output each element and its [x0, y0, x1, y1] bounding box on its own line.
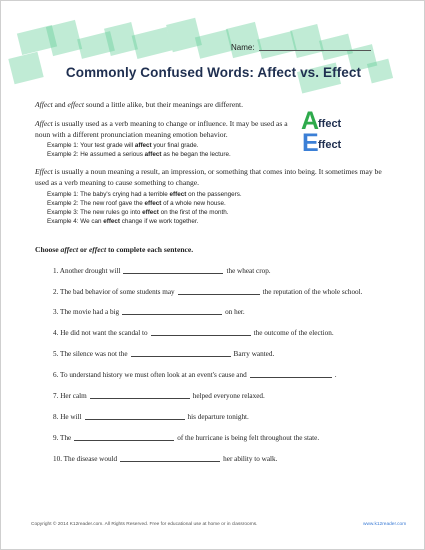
name-line	[259, 50, 371, 51]
example-text: on the passengers.	[186, 191, 242, 198]
question-text: on her.	[225, 308, 245, 316]
example-keyword: effect	[103, 217, 121, 225]
question-4	[53, 329, 334, 337]
example-text: your final grade.	[151, 142, 199, 149]
intro-word-effect: effect	[67, 100, 84, 109]
intro-sentence	[35, 100, 243, 109]
example-line	[47, 218, 242, 227]
question-text: Barry wanted.	[233, 350, 275, 358]
logo-affect-text: ffect	[318, 118, 342, 130]
question-text: her ability to walk.	[223, 455, 278, 463]
answer-blank[interactable]	[90, 397, 190, 399]
instructions-word-effect: effect	[88, 245, 107, 254]
example-text: Example 3: The new rules go into	[47, 208, 143, 216]
question-text: his departure tonight.	[187, 413, 249, 421]
effect-definition	[35, 167, 395, 188]
example-line	[47, 191, 242, 200]
question-8	[53, 413, 249, 421]
affect-effect-logo	[301, 107, 361, 155]
answer-blank[interactable]	[123, 272, 223, 274]
logo-letter-e: E	[302, 129, 319, 157]
question-text: 5. The silence was not the	[53, 350, 128, 358]
example-keyword: affect	[134, 142, 152, 149]
example-line	[47, 151, 231, 160]
example-line	[47, 142, 231, 151]
answer-blank[interactable]	[74, 439, 174, 441]
effect-definition-text: is usually a noun meaning a result, an impression, or something that comes into being. It sometimes may be used as a verb meaning to cause something to change.	[35, 167, 382, 187]
intro-word-affect: Affect	[35, 100, 53, 109]
question-10	[53, 455, 277, 463]
question-text: the wheat crop.	[226, 267, 271, 275]
example-keyword: affect	[144, 150, 162, 158]
example-keyword: effect	[142, 208, 159, 216]
instructions-word-affect: affect	[60, 245, 79, 254]
example-line	[47, 200, 242, 209]
example-text: Example 1: The baby's crying had a terrible	[47, 191, 170, 198]
example-text: Example 4: We can	[47, 217, 104, 225]
question-text: 10. The disease would	[53, 455, 118, 463]
example-text: Example 2: He assumed a serious	[47, 150, 145, 158]
example-text: on the first of the month.	[158, 208, 229, 216]
logo-letter-a: A	[301, 107, 320, 135]
name-field	[231, 43, 371, 52]
question-text: 1. Another drought will	[53, 267, 121, 275]
intro-and: and	[52, 100, 68, 109]
question-2	[53, 288, 362, 296]
affect-definition	[35, 119, 297, 140]
answer-blank[interactable]	[120, 460, 220, 462]
intro-rest: sound a little alike, but their meanings are different.	[83, 100, 244, 109]
instructions	[35, 245, 193, 254]
question-7	[53, 392, 265, 400]
question-text: 6. To understand history we must often look at an event's cause and	[53, 371, 247, 379]
example-keyword: effect	[169, 191, 187, 198]
question-5	[53, 350, 274, 358]
question-text: .	[334, 371, 337, 379]
answer-blank[interactable]	[131, 355, 231, 357]
question-text: 9. The	[53, 434, 72, 442]
footer-copyright: Copyright © 2014 K12reader.com. All Rights Reserved. Free for educational use at home or in classrooms.	[31, 522, 258, 527]
question-text: 7. Her calm	[53, 392, 87, 400]
question-text: 2. The bad behavior of some students may	[53, 288, 175, 296]
answer-blank[interactable]	[250, 376, 332, 378]
question-text: helped everyone relaxed.	[192, 392, 265, 400]
instructions-text: Choose	[35, 245, 61, 254]
example-text: as he began the lecture.	[161, 150, 231, 158]
question-6	[53, 371, 336, 379]
question-3	[53, 308, 245, 316]
example-keyword: effect	[144, 199, 162, 207]
answer-blank[interactable]	[178, 293, 260, 295]
effect-word: Effect	[35, 167, 53, 176]
instructions-text: to complete each sentence.	[106, 245, 194, 254]
question-text: the reputation of the whole school.	[262, 288, 363, 296]
decorative-banner	[9, 21, 389, 96]
example-text: of a whole new house.	[161, 199, 226, 207]
question-1	[53, 267, 271, 275]
name-label: Name:	[231, 43, 255, 52]
page-title: Commonly Confused Words: Affect vs. Effect	[65, 65, 362, 80]
answer-blank[interactable]	[85, 418, 185, 420]
affect-definition-text: is usually used as a verb meaning to change or influence. It may be used as a noun with a different pronunciation meaning emotion behavior.	[35, 119, 288, 139]
example-text: change if we work together.	[120, 217, 199, 225]
affect-word: Affect	[35, 119, 53, 128]
instructions-text: or	[78, 245, 89, 254]
example-text: Example 1: Your test grade will	[47, 142, 135, 149]
footer-site-link[interactable]: www.k12reader.com	[363, 522, 407, 527]
example-line	[47, 209, 242, 218]
example-text: Example 2: The new roof gave the	[47, 199, 145, 207]
answer-blank[interactable]	[151, 334, 251, 336]
logo-effect-text: ffect	[318, 139, 342, 151]
question-text: 8. He will	[53, 413, 82, 421]
question-text: 3. The movie had a big	[53, 308, 120, 316]
question-text: 4. He did not want the scandal to	[53, 329, 148, 337]
question-9	[53, 434, 319, 442]
question-text: the outcome of the election.	[253, 329, 334, 337]
question-text: of the hurricane is being felt throughout the state.	[177, 434, 320, 442]
answer-blank[interactable]	[122, 313, 222, 315]
effect-examples	[47, 191, 242, 227]
affect-examples	[47, 142, 231, 160]
